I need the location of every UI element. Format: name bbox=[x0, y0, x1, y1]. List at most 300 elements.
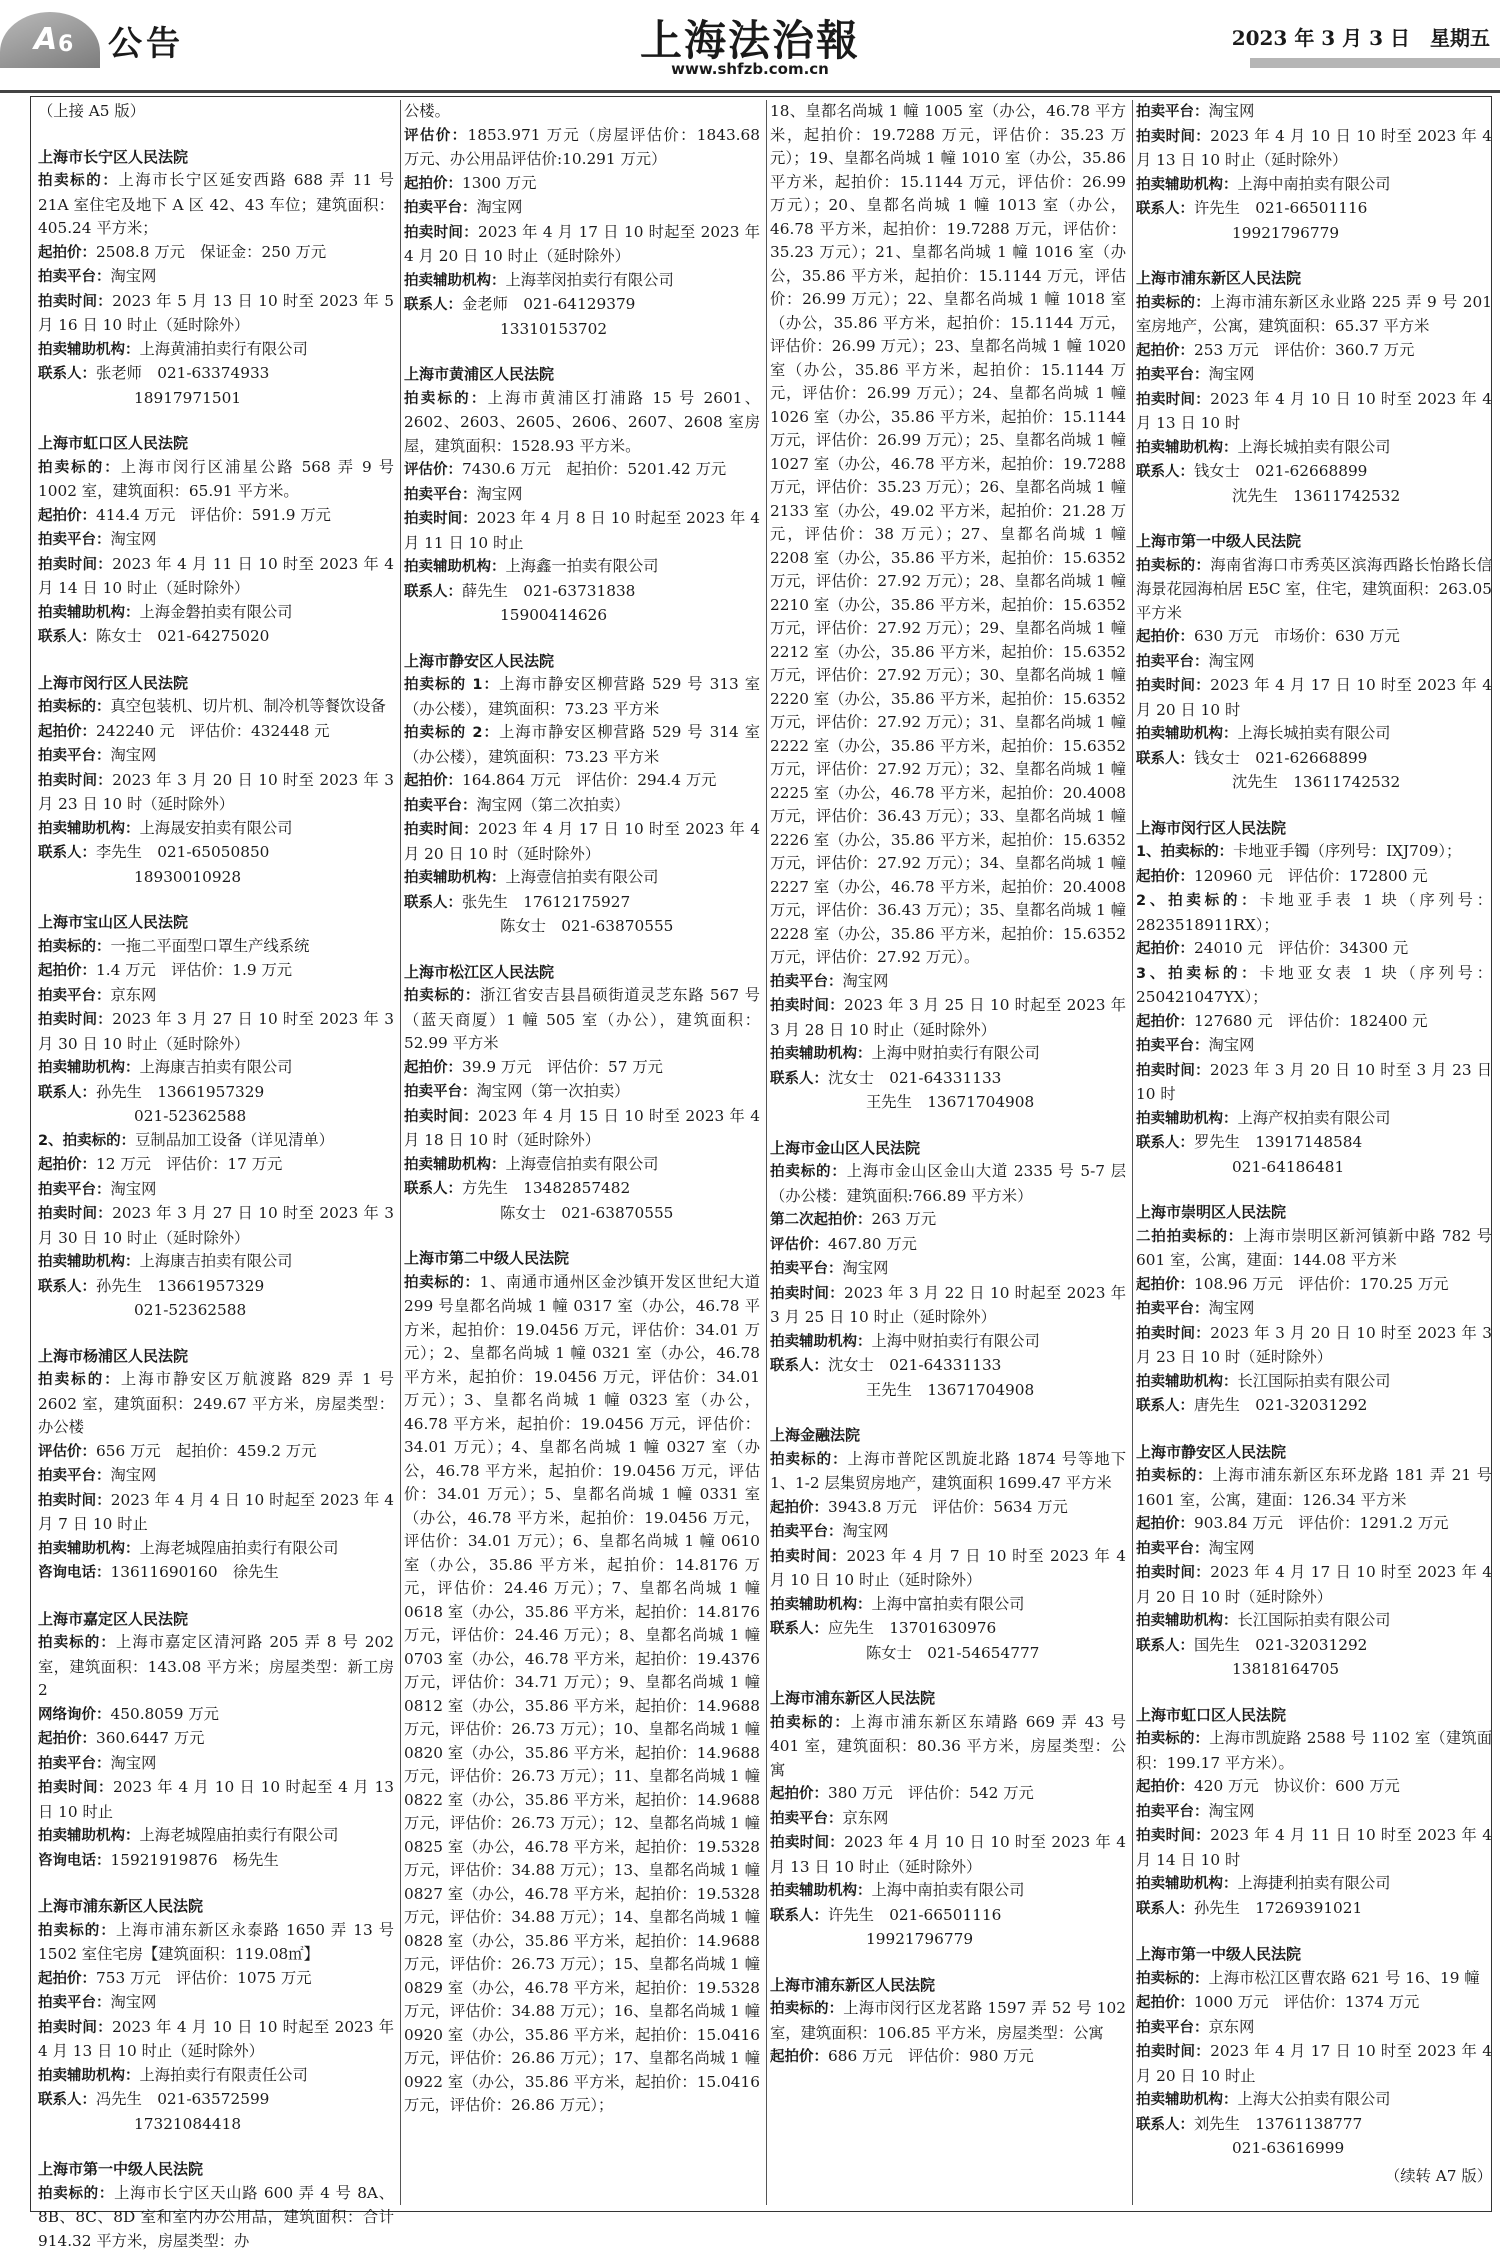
continued-text: 18、皇都名尚城 1 幢 1005 室（办公，46.78 平方米，起拍价：19.7288 万元，评估价：35.23 万元）；19、皇都名尚城 1 幢 1010 室（办公，35.86 平方米，起拍价：15.1144 万元，评估价：26.99 万元）；20、皇都名尚城 1 幢 1013 室（办公，46.78 平方米，起拍价：19.7288 万元，评估价：35.23 万元）；21、皇都名尚城 1 幢 1016 室（办公，35.86 平方米，起拍价：15.1144 万元，评估价：26.99 万元）；22、皇都名尚城 1 幢 1018 室（办公，35.86 平方米，起拍价：15.1144 万元，评估价：26.99 万元）；23、皇都名尚城 1 幢 1020 室（办公，35.86 平方米，起拍价：15.1144 万元，评估价：26.99 万元）；24、皇都名尚城 1 幢 1026 室（办公，35.86 平方米，起拍价：15.1144 万元，评估价：26.99 万元）；25、皇都名尚城 1 幢 1027 室（办公，46.78 平方米，起拍价：19.7288 万元，评估价：35.23 万元）；26、皇都名尚城 1 幢 2133 室（办公，49.02 平方米，起拍价：21.28 万元，评估价：38 万元）；27、皇都名尚城 1 幢 2208 室（办公，35.86 平方米，起拍价：15.6352 万元，评估价：27.92 万元）；28、皇都名尚城 1 幢 2210 室（办公，35.86 平方米，起拍价：15.6352 万元，评估价：27.92 万元）；29、皇都名尚城 1 幢 2212 室（办公，35.86 平方米，起拍价：15.6352 万元，评估价：27.92 万元）；30、皇都名尚城 1 幢 2220 室（办公，35.86 平方米，起拍价：15.6352 万元，评估价：27.92 万元）；31、皇都名尚城 1 幢 2222 室（办公，35.86 平方米，起拍价：15.6352 万元，评估价：27.92 万元）；32、皇都名尚城 1 幢 2225 室（办公，46.78 平方米，起拍价：20.4008 万元，评估价：36.43 万元）；33、皇都名尚城 1 幢 2226 室（办公，35.86 平方米，起拍价：15.6352 万元，评估价：27.92 万元）；34、皇都名尚城 1 幢 2227 室（办公，46.78 平方米，起拍价：20.4008 万元，评估价：36.43 万元）；35、皇都名尚城 1 幢 2228 室（办公，35.86 平方米，起拍价：15.6352 万元，评估价：27.92 万元）。 bbox=[770, 100, 1126, 970]
field-value: 1853.971 万元（房屋评估价：1843.68 万元、办公用品评估价:10.291 万元） bbox=[404, 126, 760, 169]
field-label: 拍卖时间： bbox=[1136, 678, 1210, 694]
notice-line bbox=[38, 1440, 394, 1465]
field-label: 联系人： bbox=[404, 297, 462, 313]
field-value: 2508.8 万元 保证金：250 万元 bbox=[96, 243, 326, 261]
field-value: 卡地亚女表 1 块（序列号：250421047YX）； bbox=[1136, 964, 1492, 1007]
notice-line bbox=[1136, 1370, 1492, 1395]
notice-line bbox=[1136, 1609, 1492, 1634]
notice-line bbox=[404, 794, 760, 819]
notice-line bbox=[1136, 100, 1492, 125]
contact-extra-line: 王先生 13671704908 bbox=[770, 1379, 1126, 1403]
field-value: 上海中南拍卖有限公司 bbox=[1238, 175, 1391, 193]
notice-line bbox=[38, 1991, 394, 2016]
field-value: 1300 万元 bbox=[462, 174, 536, 192]
field-value: 淘宝网 bbox=[843, 1259, 889, 1277]
field-value: 长江国际拍卖有限公司 bbox=[1238, 1611, 1391, 1629]
notice-line bbox=[38, 1056, 394, 1081]
contact-extra-line: 18930010928 bbox=[38, 866, 394, 890]
field-value: 淘宝网 bbox=[1209, 652, 1255, 670]
field-label: 拍卖平台： bbox=[38, 1182, 111, 1198]
court-name: 上海市虹口区人民法院 bbox=[38, 432, 394, 456]
notice-line bbox=[770, 1448, 1126, 1496]
notice-line bbox=[770, 1879, 1126, 1904]
field-value: 2023 年 3 月 27 日 10 时至 2023 年 3 月 30 日 10 时止（延时除外） bbox=[38, 1204, 394, 1247]
notice-line bbox=[770, 1711, 1126, 1783]
field-label: 联系人： bbox=[770, 1908, 828, 1924]
field-label: 拍卖辅助机构： bbox=[38, 1060, 140, 1076]
field-label: 拍卖时间： bbox=[1136, 392, 1210, 408]
notice-line bbox=[404, 387, 760, 459]
notice-line bbox=[1136, 1034, 1492, 1059]
notice-line bbox=[1136, 1322, 1492, 1370]
court-name: 上海市浦东新区人民法院 bbox=[770, 1687, 1126, 1711]
notice-line bbox=[1136, 625, 1492, 650]
notice-line bbox=[38, 984, 394, 1009]
notice-line bbox=[38, 1776, 394, 1824]
contact-extra-line: 19921796779 bbox=[1136, 222, 1492, 246]
field-value: 淘宝网 bbox=[477, 198, 523, 216]
field-value: 2023 年 3 月 25 日 10 时起至 2023 年 3 月 28 日 10 时止（延时除外） bbox=[770, 996, 1126, 1039]
continued-note: （续转 A7 版） bbox=[1136, 2165, 1492, 2189]
court-name: 上海市静安区人民法院 bbox=[404, 650, 760, 674]
field-value: 630 万元 市场价：630 万元 bbox=[1194, 627, 1400, 645]
field-label: 联系人： bbox=[38, 1279, 96, 1295]
field-label: 拍卖时间： bbox=[770, 998, 844, 1014]
notice-line bbox=[38, 241, 394, 266]
notice-line bbox=[1136, 1225, 1492, 1273]
court-name: 上海市宝山区人民法院 bbox=[38, 911, 394, 935]
field-label: 联系人： bbox=[1136, 751, 1194, 767]
notice-line bbox=[404, 580, 760, 605]
field-value: 卡地亚手镯（序列号：IXJ709）； bbox=[1233, 842, 1461, 860]
field-label: 拍卖辅助机构： bbox=[1136, 1613, 1238, 1629]
notice-line bbox=[404, 1105, 760, 1153]
field-label: 拍卖标的： bbox=[770, 2001, 843, 2017]
field-label: 联系人： bbox=[770, 1071, 828, 1087]
notice-line bbox=[404, 673, 760, 721]
field-label: 拍卖平台： bbox=[770, 1811, 843, 1827]
notice-line bbox=[38, 625, 394, 650]
field-label: 拍卖平台： bbox=[38, 532, 111, 548]
field-value: 上海市静安区万航渡路 829 弄 1 号 2602 室，建筑面积：249.67 平方米，房屋类型：办公楼 bbox=[38, 1370, 394, 1436]
field-value: 长江国际拍卖有限公司 bbox=[1238, 1372, 1391, 1390]
field-value: 2023 年 4 月 17 日 10 时起至 2023 年 4 月 20 日 10 时止（延时除外） bbox=[404, 223, 760, 266]
field-value: 淘宝网 bbox=[1209, 1036, 1255, 1054]
notice-line bbox=[1136, 1634, 1492, 1659]
field-label: 拍卖辅助机构： bbox=[770, 1883, 872, 1899]
notice-line bbox=[770, 1520, 1126, 1545]
page-number-tab bbox=[0, 12, 100, 68]
field-label: 拍卖平台： bbox=[1136, 104, 1209, 120]
field-value: 380 万元 评估价：542 万元 bbox=[828, 1784, 1034, 1802]
notice-line bbox=[770, 2045, 1126, 2070]
field-value: 许先生 021-66501116 bbox=[1194, 199, 1367, 217]
field-value: 薛先生 021-63731838 bbox=[462, 582, 635, 600]
notice-line bbox=[38, 1153, 394, 1178]
notice-line bbox=[1136, 1537, 1492, 1562]
notice-line bbox=[404, 866, 760, 891]
notice-line bbox=[38, 1081, 394, 1106]
field-label: 拍卖时间： bbox=[770, 1835, 844, 1851]
field-value: 上海捷利拍卖有限公司 bbox=[1238, 1874, 1391, 1892]
notice-line bbox=[404, 891, 760, 916]
field-label: 拍卖标的： bbox=[1136, 558, 1210, 574]
notice-line bbox=[770, 1233, 1126, 1258]
field-value: 京东网 bbox=[843, 1809, 889, 1827]
field-label: 拍卖时间： bbox=[404, 1109, 478, 1125]
field-value: 上海市崇明区新河镇新中路 782 号 601 室，公寓，建面：144.08 平方米 bbox=[1136, 1227, 1492, 1270]
field-value: 上海市浦东新区永泰路 1650 弄 13 号 1502 室住宅房【建筑面积：119.08㎡】 bbox=[38, 1921, 394, 1964]
notice-line bbox=[1136, 674, 1492, 722]
notice-line bbox=[1136, 937, 1492, 962]
field-label: 拍卖平台： bbox=[404, 200, 477, 216]
notice-line bbox=[770, 1997, 1126, 2045]
field-label: 拍卖标的： bbox=[38, 1372, 121, 1388]
field-value: 淘宝网 bbox=[111, 530, 157, 548]
field-label: 拍卖时间： bbox=[770, 1549, 846, 1565]
field-label: 拍卖辅助机构： bbox=[404, 559, 506, 575]
field-label: 拍卖辅助机构： bbox=[404, 870, 506, 886]
court-name: 上海市闵行区人民法院 bbox=[38, 672, 394, 696]
contact-extra-line: 13310153702 bbox=[404, 318, 760, 342]
court-name: 上海市静安区人民法院 bbox=[1136, 1441, 1492, 1465]
field-label: 拍卖时间： bbox=[1136, 1828, 1210, 1844]
field-label: 联系人： bbox=[1136, 1398, 1194, 1414]
field-value: 张先生 17612175927 bbox=[462, 893, 630, 911]
field-value: 国先生 021-32031292 bbox=[1194, 1636, 1367, 1654]
field-label: 拍卖辅助机构： bbox=[1136, 726, 1238, 742]
field-value: 上海市浦东新区东环龙路 181 弄 21 号 1601 室，公寓，建面：126.34 平方米 bbox=[1136, 1466, 1492, 1509]
field-value: 上海晟安拍卖有限公司 bbox=[140, 819, 293, 837]
field-value: 467.80 万元 bbox=[828, 1235, 917, 1253]
field-label: 起拍价： bbox=[1136, 941, 1194, 957]
field-value: 上海老城隍庙拍卖行有限公司 bbox=[140, 1539, 339, 1557]
field-value: 上海拍卖行有限责任公司 bbox=[140, 2066, 308, 2084]
field-label: 起拍价： bbox=[1136, 1779, 1194, 1795]
field-value: 淘宝网 bbox=[843, 1522, 889, 1540]
field-value: 253 万元 评估价：360.7 万元 bbox=[1194, 341, 1414, 359]
field-label: 拍卖时间： bbox=[38, 557, 112, 573]
field-label: 2、拍卖标的： bbox=[1136, 893, 1259, 909]
field-label: 拍卖标的： bbox=[38, 939, 111, 955]
field-value: 686 万元 评估价：980 万元 bbox=[828, 2047, 1034, 2065]
field-value: 2023 年 4 月 17 日 10 时至 2023 年 4 月 20 日 10 时 bbox=[1136, 676, 1492, 719]
field-label: 拍卖标的 2： bbox=[404, 725, 499, 741]
field-value: 2023 年 4 月 10 日 10 时至 2023 年 4 月 13 日 10 时 bbox=[1136, 390, 1492, 433]
field-value: 2023 年 5 月 13 日 10 时至 2023 年 5 月 16 日 10 时止（延时除外） bbox=[38, 292, 394, 335]
field-label: 拍卖辅助机构： bbox=[38, 2068, 140, 2084]
field-label: 联系人： bbox=[1136, 2117, 1194, 2133]
notice-line bbox=[1136, 436, 1492, 461]
field-label: 拍卖标的： bbox=[1136, 295, 1210, 311]
notice-line bbox=[38, 744, 394, 769]
field-value: 沈女士 021-64331133 bbox=[828, 1069, 1001, 1087]
notice-line bbox=[770, 1545, 1126, 1593]
column-3 bbox=[770, 100, 1126, 2200]
field-value: 24010 元 评估价：34300 元 bbox=[1194, 939, 1408, 957]
notice-line bbox=[1136, 1131, 1492, 1156]
field-value: 2023 年 4 月 10 日 10 时至 2023 年 4 月 13 日 10 时止（延时除外） bbox=[770, 1833, 1126, 1876]
field-label: 拍卖平台： bbox=[1136, 1038, 1209, 1054]
notice-line bbox=[38, 2016, 394, 2064]
auction-notice bbox=[38, 1895, 394, 2136]
field-value: 2023 年 4 月 4 日 10 时起至 2023 年 4 月 7 日 10 时止 bbox=[38, 1491, 394, 1534]
field-value: 上海老城隍庙拍卖行有限公司 bbox=[140, 1826, 339, 1844]
notice-line bbox=[38, 1849, 394, 1874]
notice-line bbox=[38, 362, 394, 387]
field-label: 起拍价： bbox=[1136, 1995, 1194, 2011]
field-label: 拍卖时间： bbox=[38, 1493, 111, 1509]
field-label: 拍卖辅助机构： bbox=[770, 1334, 872, 1350]
field-value: 414.4 万元 评估价：591.9 万元 bbox=[96, 506, 331, 524]
notice-line bbox=[38, 1489, 394, 1537]
court-name: 上海市第二中级人民法院 bbox=[404, 1247, 760, 1271]
notice-line bbox=[38, 1727, 394, 1752]
contact-extra-line: 18917971501 bbox=[38, 387, 394, 411]
auction-notice bbox=[404, 1247, 760, 2118]
field-label: 拍卖辅助机构： bbox=[770, 1046, 872, 1062]
field-value: 2023 年 3 月 27 日 10 时至 2023 年 3 月 30 日 10 时止（延时除外） bbox=[38, 1010, 394, 1053]
court-name: 上海市第一中级人民法院 bbox=[38, 2158, 394, 2182]
field-label: 拍卖辅助机构： bbox=[38, 1541, 140, 1557]
notice-line bbox=[1136, 1800, 1492, 1825]
field-value: 450.8059 万元 bbox=[111, 1705, 219, 1723]
field-label: 联系人： bbox=[38, 366, 96, 382]
field-value: 上海中富拍卖有限公司 bbox=[872, 1595, 1025, 1613]
field-label: 拍卖平台： bbox=[770, 974, 843, 990]
column-divider bbox=[1132, 100, 1133, 2205]
field-value: 903.84 万元 评估价：1291.2 万元 bbox=[1194, 1514, 1448, 1532]
field-label: 起拍价： bbox=[1136, 1014, 1194, 1030]
auction-notice bbox=[38, 146, 394, 411]
notice-line bbox=[1136, 291, 1492, 339]
field-value: 应先生 13701630976 bbox=[828, 1619, 996, 1637]
field-label: 1、拍卖标的： bbox=[1136, 844, 1233, 860]
issue-date: 2023 年 3 月 3 日 星期五 bbox=[1232, 22, 1490, 51]
field-value: 真空包装机、切片机、制冷机等餐饮设备 bbox=[111, 697, 386, 715]
notice-line bbox=[404, 1056, 760, 1081]
contact-extra-line: 沈先生 13611742532 bbox=[1136, 771, 1492, 795]
field-label: 拍卖标的： bbox=[1136, 1971, 1209, 1987]
field-label: 拍卖辅助机构： bbox=[1136, 177, 1238, 193]
field-value: 孙先生 17269391021 bbox=[1194, 1899, 1362, 1917]
auction-notice bbox=[38, 672, 394, 890]
field-value: 淘宝网 bbox=[1209, 1299, 1255, 1317]
field-value: 上海康吉拍卖有限公司 bbox=[140, 1252, 293, 1270]
notice-line bbox=[1136, 1824, 1492, 1872]
notice-line bbox=[1136, 2088, 1492, 2113]
field-label: 拍卖标的： bbox=[1136, 1731, 1209, 1747]
notice-line bbox=[38, 1129, 394, 1154]
field-value: 120960 元 评估价：172800 元 bbox=[1194, 867, 1428, 885]
field-value: 上海市金山区金山大道 2335 号 5-7 层（办公楼：建筑面积:766.89 平方米） bbox=[770, 1162, 1126, 1205]
field-label: 拍卖时间： bbox=[38, 2020, 112, 2036]
field-label: 起拍价： bbox=[1136, 629, 1194, 645]
field-label: 拍卖辅助机构： bbox=[404, 273, 506, 289]
field-label: 拍卖辅助机构： bbox=[1136, 440, 1238, 456]
notice-line bbox=[1136, 363, 1492, 388]
field-label: 咨询电话： bbox=[38, 1853, 111, 1869]
court-name: 上海市黄浦区人民法院 bbox=[404, 363, 760, 387]
notice-line bbox=[404, 269, 760, 294]
notice-line bbox=[38, 504, 394, 529]
notice-line bbox=[404, 721, 760, 769]
field-label: 拍卖平台： bbox=[38, 988, 111, 1004]
field-value: 京东网 bbox=[111, 986, 157, 1004]
auction-notice bbox=[1136, 267, 1492, 508]
field-value: 13611690160 徐先生 bbox=[111, 1563, 279, 1581]
field-label: 联系人： bbox=[1136, 1135, 1194, 1151]
notice-line bbox=[404, 196, 760, 221]
auction-notice bbox=[1136, 1943, 1492, 2161]
court-name: 上海市闵行区人民法院 bbox=[1136, 817, 1492, 841]
field-label: 拍卖标的： bbox=[38, 1635, 116, 1651]
court-name: 上海市虹口区人民法院 bbox=[1136, 1704, 1492, 1728]
field-label: 起拍价： bbox=[38, 963, 96, 979]
field-label: 起拍价： bbox=[38, 1731, 96, 1747]
website-url: www.shfzb.com.cn bbox=[620, 60, 880, 78]
notice-line bbox=[38, 1967, 394, 1992]
field-value: 1.4 万元 评估价：1.9 万元 bbox=[96, 961, 292, 979]
field-label: 起拍价： bbox=[404, 773, 462, 789]
notice-line bbox=[1136, 889, 1492, 937]
field-label: 拍卖辅助机构： bbox=[38, 1254, 140, 1270]
field-value: 淘宝网（第一次拍卖） bbox=[477, 1082, 630, 1100]
field-value: 15921919876 杨先生 bbox=[111, 1851, 279, 1869]
field-value: 沈女士 021-64331133 bbox=[828, 1356, 1001, 1374]
field-label: 拍卖平台： bbox=[1136, 367, 1209, 383]
field-value: 淘宝网 bbox=[1209, 1539, 1255, 1557]
field-value: 上海金磐拍卖有限公司 bbox=[140, 603, 293, 621]
auction-notice bbox=[38, 1345, 394, 1586]
field-value: 2023 年 4 月 17 日 10 时至 2023 年 4 月 20 日 10 时止 bbox=[1136, 2042, 1492, 2085]
field-value: 2023 年 4 月 11 日 10 时至 2023 年 4 月 14 日 10 时止（延时除外） bbox=[38, 555, 394, 598]
column-2 bbox=[404, 100, 760, 2200]
field-value: 1、南通市通州区金沙镇开发区世纪大道 299 号皇都名尚城 1 幢 0317 室（办公，46.78 平方米，起拍价：19.0456 万元，评估价：34.01 万元）；2、皇都名尚城 1 幢 0321 室（办公，46.78 平方米，起拍价：19.0456 万元，评估价：34.01 万元）；3、皇都名尚城 1 幢 0323 室（办公，46.78 平方米，起拍价：19.0456 万元，评估价：34.01 万元）；4、皇都名尚城 1 幢 0327 室（办公，46.78 平方米，起拍价：19.0456 万元，评估价：34.01 万元）；5、皇都名尚城 1 幢 0331 室（办公，46.78 平方米，起拍价：19.0456 万元，评估价：34.01 万元）；6、皇都名尚城 1 幢 0610 室（办公，35.86 平方米，起拍价：14.8176 万元，评估价：24.46 万元）；7、皇都名尚城 1 幢 0618 室（办公，35.86 平方米，起拍价：14.8176 万元，评估价：24.46 万元）；8、皇都名尚城 1 幢 0703 室（办公，46.78 平方米，起拍价：19.4376 万元，评估价：34.71 万元）；9、皇都名尚城 1 幢 0812 室（办公，35.86 平方米，起拍价：14.9688 万元，评估价：26.73 万元）；10、皇都名尚城 1 幢 0820 室（办公，35.86 平方米，起拍价：14.9688 万元，评估价：26.73 万元）；11、皇都名尚城 1 幢 0822 室（办公，35.86 平方米，起拍价：14.9688 万元，评估价：26.73 万元）；12、皇都名尚城 1 幢 0825 室（办公，46.78 平方米，起拍价：19.5328 万元，评估价：34.88 万元）；13、皇都名尚城 1 幢 0827 室（办公，46.78 平方米，起拍价：19.5328 万元，评估价：34.88 万元）；14、皇都名尚城 1 幢 0828 室（办公，35.86 平方米，起拍价：14.9688 万元，评估价：26.73 万元）；15、皇都名尚城 1 幢 0829 室（办公，46.78 平方米，起拍价：19.5328 万元，评估价：34.88 万元）；16、皇都名尚城 1 幢 0920 室（办公，35.86 平方米，起拍价：15.0416 万元，评估价：26.86 万元）；17、皇都名尚城 1 幢 0922 室（办公，35.86 平方米，起拍价：15.0416 万元，评估价：26.86 万元）； bbox=[404, 1273, 760, 2115]
field-label: 起拍价： bbox=[38, 245, 96, 261]
notice-line bbox=[404, 458, 760, 483]
notice-line bbox=[770, 1593, 1126, 1618]
contact-extra-line: 021-64186481 bbox=[1136, 1156, 1492, 1180]
field-label: 拍卖标的： bbox=[770, 1164, 847, 1180]
notice-line bbox=[38, 1275, 394, 1300]
notice-line bbox=[38, 769, 394, 817]
field-label: 3、拍卖标的： bbox=[1136, 966, 1259, 982]
field-value: 2023 年 3 月 20 日 10 时至 2023 年 3 月 23 日 10 时（延时除外） bbox=[1136, 1324, 1492, 1367]
field-value: 上海莘闵拍卖行有限公司 bbox=[506, 271, 674, 289]
field-label: 起拍价： bbox=[770, 2049, 828, 2065]
notice-line bbox=[38, 1008, 394, 1056]
field-value: 上海市静安区柳营路 529 号 313 室（办公楼），建筑面积：73.23 平方米 bbox=[404, 675, 760, 718]
field-value: 242240 元 评估价：432448 元 bbox=[96, 722, 330, 740]
field-label: 拍卖标的： bbox=[38, 173, 118, 189]
field-value: 656 万元 起拍价：459.2 万元 bbox=[96, 1442, 316, 1460]
notice-line bbox=[1136, 1872, 1492, 1897]
notice-line bbox=[1136, 173, 1492, 198]
field-value: 127680 元 评估价：182400 元 bbox=[1194, 1012, 1428, 1030]
page-header bbox=[0, 0, 1500, 96]
field-label: 评估价： bbox=[770, 1237, 828, 1253]
notice-line bbox=[1136, 1775, 1492, 1800]
notice-line bbox=[1136, 1394, 1492, 1419]
notice-line bbox=[38, 817, 394, 842]
field-value: 021-52362588 bbox=[134, 1107, 246, 1125]
field-value: 冯先生 021-63572599 bbox=[96, 2090, 269, 2108]
field-label: 拍卖标的： bbox=[404, 988, 480, 1004]
notice-line bbox=[770, 1904, 1126, 1929]
field-label: 联系人： bbox=[38, 845, 96, 861]
field-label: 咨询电话： bbox=[38, 1565, 111, 1581]
notice-line bbox=[38, 456, 394, 504]
field-value: 1000 万元 评估价：1374 万元 bbox=[1194, 1993, 1419, 2011]
contact-extra-line: 17321084418 bbox=[38, 2113, 394, 2137]
field-label: 起拍价： bbox=[38, 1157, 96, 1173]
field-label: 拍卖时间： bbox=[404, 822, 478, 838]
auction-notice bbox=[38, 911, 394, 1323]
section-title: 公告 bbox=[108, 16, 184, 65]
notice-line bbox=[404, 769, 760, 794]
notice-line bbox=[38, 695, 394, 720]
field-value: 淘宝网 bbox=[111, 746, 157, 764]
notice-line bbox=[38, 1105, 394, 1129]
notice-line bbox=[770, 1208, 1126, 1233]
notice-line bbox=[38, 1752, 394, 1777]
field-value: 上海市长宁区天山路 600 弄 4 号 8A、8B、8C、8D 室和室内办公用品，建筑面积：合计 914.32 平方米，房屋类型：办 bbox=[38, 2184, 394, 2250]
field-label: 拍卖时间： bbox=[404, 511, 477, 527]
field-value: 2023 年 4 月 17 日 10 时至 2023 年 4 月 20 日 10 时（延时除外） bbox=[404, 820, 760, 863]
notice-line bbox=[1136, 650, 1492, 675]
court-name: 上海市第一中级人民法院 bbox=[1136, 530, 1492, 554]
field-value: 许先生 021-66501116 bbox=[828, 1906, 1001, 1924]
notice-line bbox=[404, 1080, 760, 1105]
field-value: 上海市凯旋路 2588 号 1102 室（建筑面积：199.17 平方米）。 bbox=[1136, 1729, 1492, 1772]
auction-notice bbox=[38, 1608, 394, 1874]
notice-line bbox=[770, 1282, 1126, 1330]
field-value: 上海壹信拍卖有限公司 bbox=[506, 868, 659, 886]
column-1 bbox=[38, 100, 394, 2200]
field-value: 陈女士 021-64275020 bbox=[96, 627, 269, 645]
field-label: 拍卖辅助机构： bbox=[38, 821, 140, 837]
court-name: 上海市杨浦区人民法院 bbox=[38, 1345, 394, 1369]
notice-line bbox=[38, 2182, 394, 2253]
field-value: 豆制品加工设备（详见清单） bbox=[135, 1131, 334, 1149]
notice-line bbox=[404, 555, 760, 580]
notice-line bbox=[1136, 1464, 1492, 1512]
field-label: 拍卖时间： bbox=[38, 1780, 113, 1796]
notice-line bbox=[38, 169, 394, 241]
notice-line bbox=[770, 1042, 1126, 1067]
notice-line bbox=[38, 1919, 394, 1967]
field-value: 上海鑫一拍卖有限公司 bbox=[506, 557, 659, 575]
field-value: 钱女士 021-62668899 bbox=[1194, 462, 1367, 480]
field-label: 起拍价： bbox=[404, 176, 462, 192]
page-letter: A bbox=[34, 22, 57, 57]
field-value: 108.96 万元 评估价：170.25 万元 bbox=[1194, 1275, 1448, 1293]
notice-line bbox=[1136, 460, 1492, 485]
field-label: 起拍价： bbox=[1136, 869, 1194, 885]
field-value: 上海市普陀区凯旋北路 1874 号等地下 1、1-2 层集贸房地产，建筑面积 1699.47 平方米 bbox=[770, 1450, 1126, 1493]
field-value: 京东网 bbox=[1209, 2018, 1255, 2036]
field-value: 2023 年 3 月 20 日 10 时至 2023 年 3 月 23 日 10 时（延时除外） bbox=[38, 771, 394, 814]
notice-line bbox=[1136, 1967, 1492, 1992]
field-value: 上海市闵行区龙茗路 1597 弄 52 号 102 室，建筑面积：106.85 平方米，房屋类型：公寓 bbox=[770, 1999, 1126, 2042]
field-value: 唐先生 021-32031292 bbox=[1194, 1396, 1367, 1414]
field-label: 拍卖辅助机构： bbox=[38, 605, 140, 621]
field-label: 拍卖平台： bbox=[38, 748, 111, 764]
notice-line bbox=[38, 935, 394, 960]
contact-extra-line: 陈女士 021-54654777 bbox=[770, 1642, 1126, 1666]
notice-line bbox=[38, 1178, 394, 1203]
